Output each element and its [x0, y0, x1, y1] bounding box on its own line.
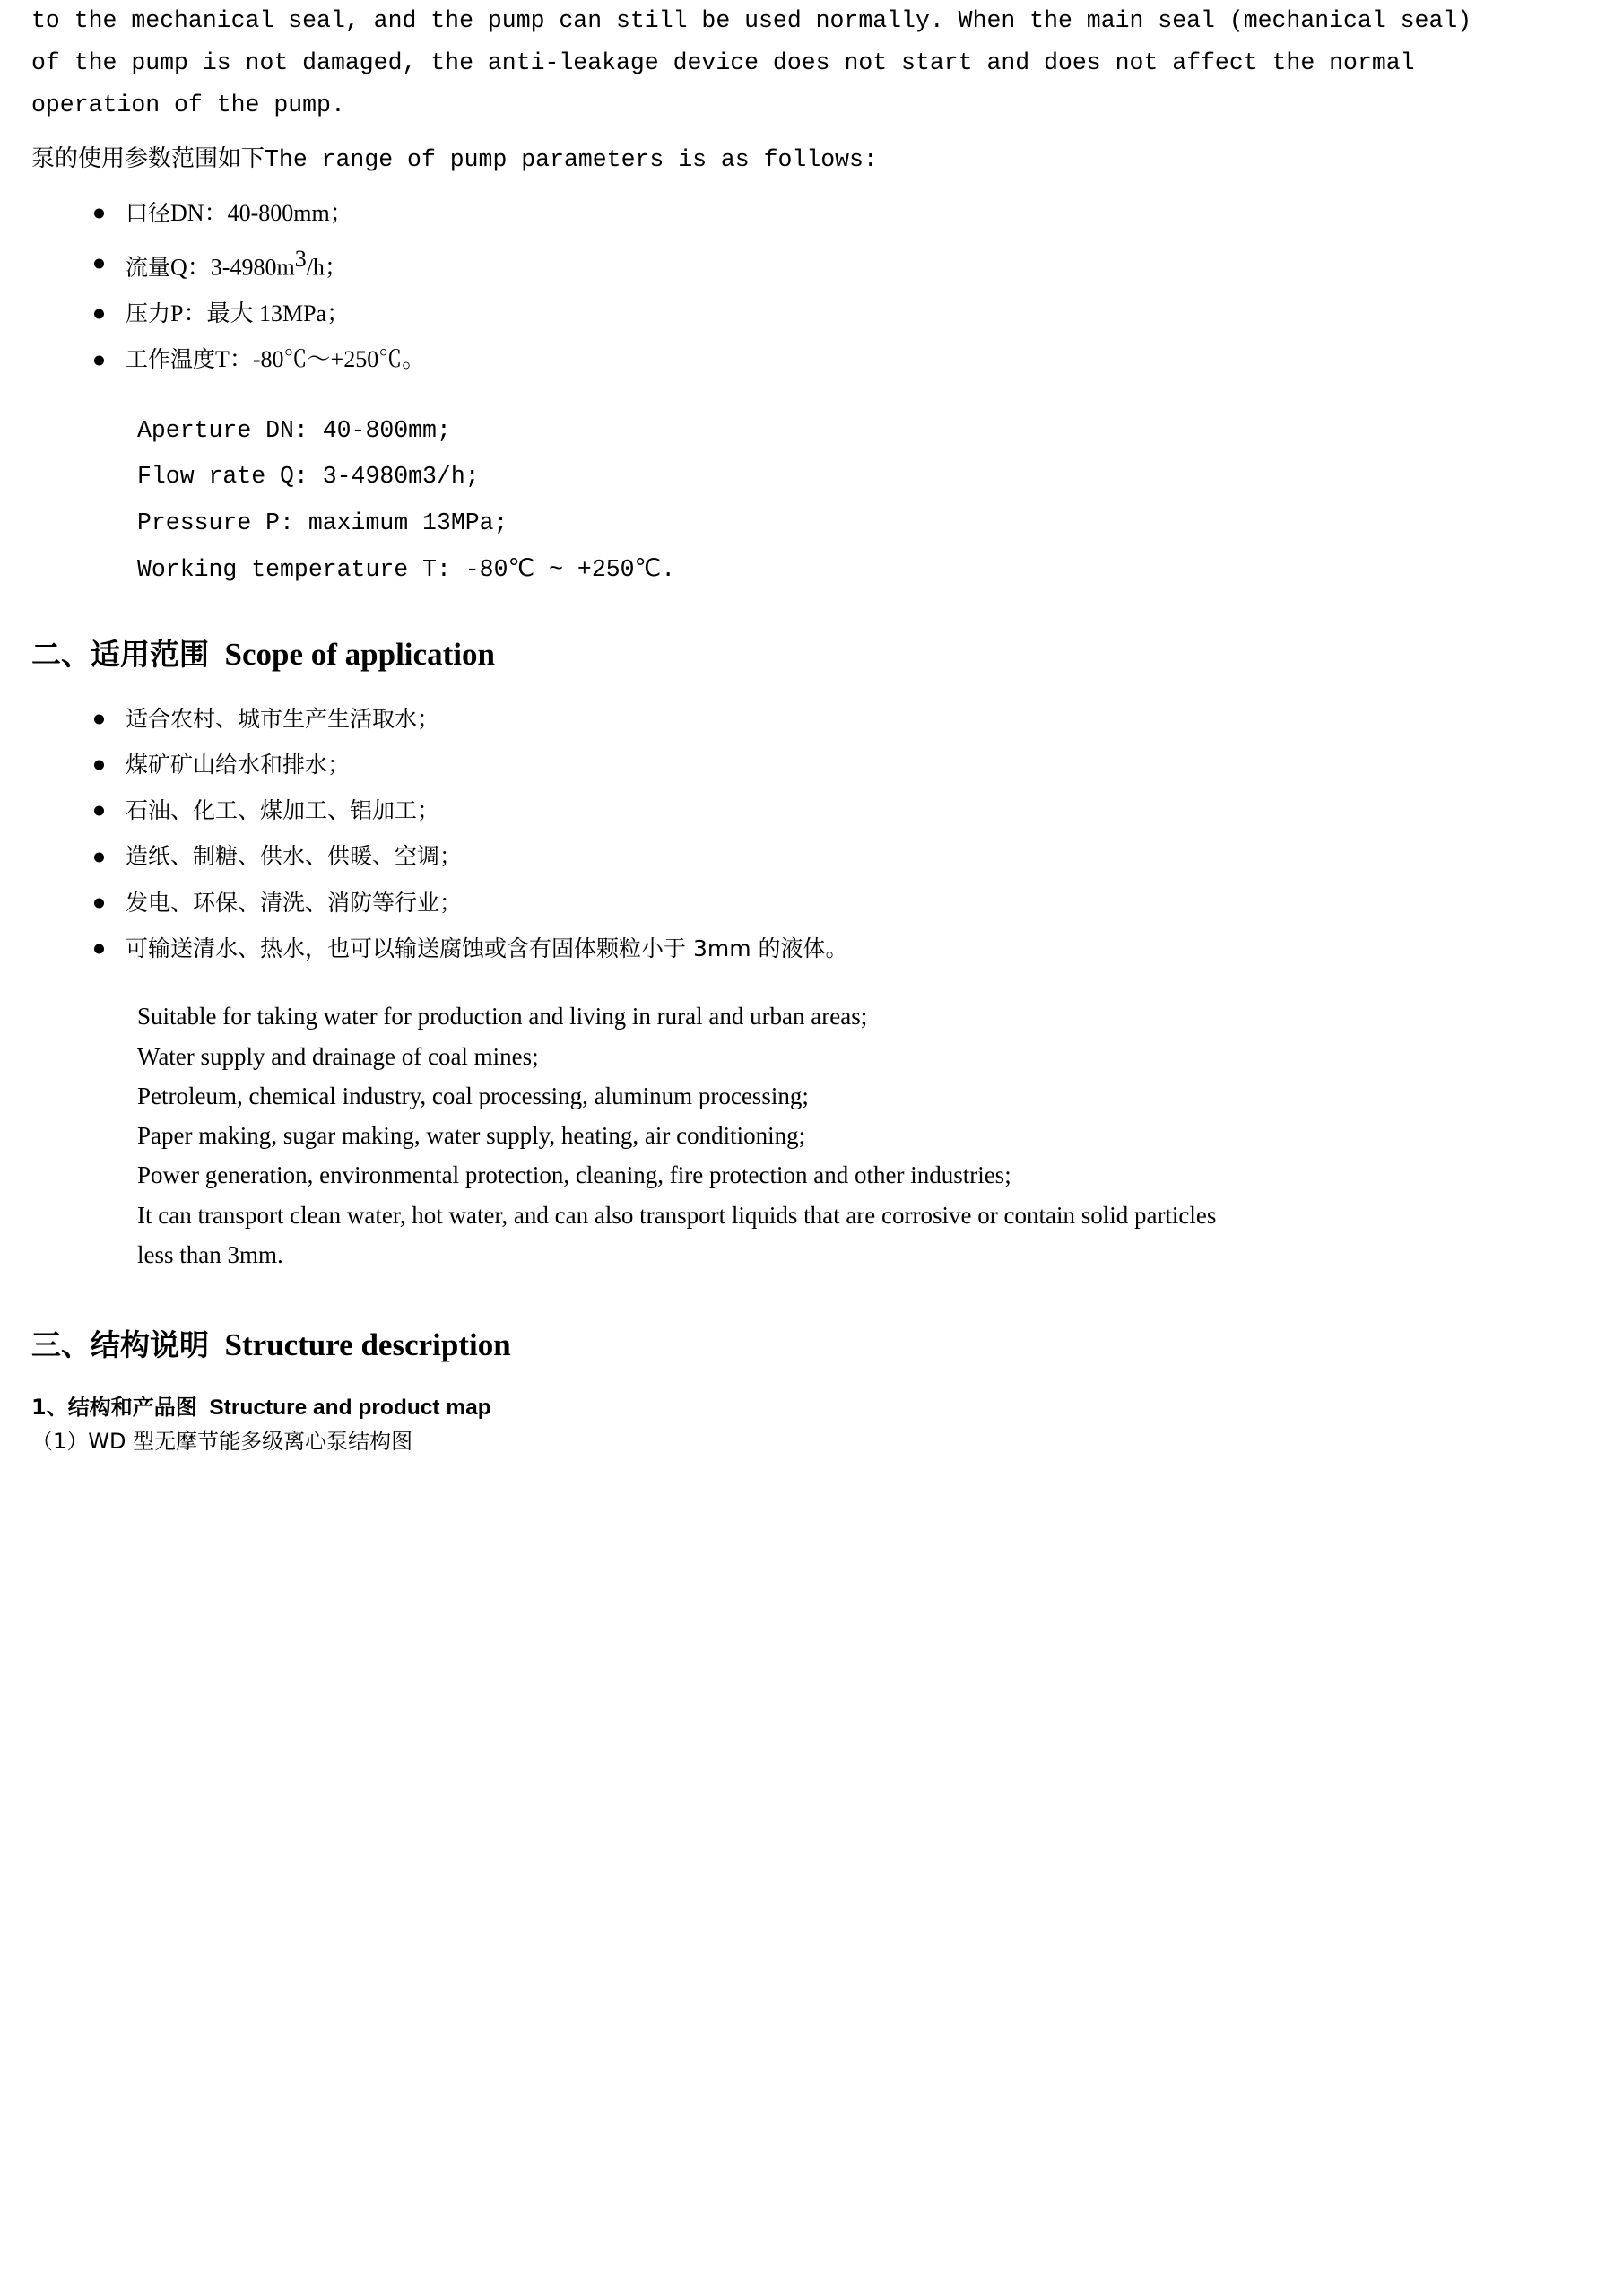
- scope-translation-block: [31, 996, 1538, 1235]
- translation-line: It can transport clean water, hot water, and can also transport liquids that are corrosive or contain solid particles: [137, 1201, 1217, 1229]
- bullet-dot-icon: [94, 806, 104, 816]
- list-item-value: Q：3-4980m: [170, 254, 295, 281]
- intro-line: operation of the pump.: [31, 91, 345, 119]
- subsection-heading-en: Structure and product map: [196, 1396, 491, 1421]
- list-item-label-cn: 口径: [126, 199, 171, 226]
- section-heading-cn: 三、结构说明: [31, 1327, 209, 1363]
- list-item: [31, 885, 1538, 921]
- list-item: [31, 747, 1538, 783]
- parameters-heading-en: The range of pump parameters is as follows:: [265, 146, 878, 174]
- translation-line: Flow rate Q: 3-4980m3/h;: [137, 463, 480, 491]
- subsection-item-1: （1）WD 型无摩节能多级离心泵结构图: [31, 1429, 413, 1455]
- bullet-dot-icon: [94, 259, 104, 269]
- parameters-bullet-list: [31, 196, 1538, 378]
- bullet-dot-icon: [94, 944, 104, 954]
- list-item-text: 造纸、制糖、供水、供暖、空调；: [126, 843, 463, 870]
- bullet-dot-icon: [94, 898, 104, 908]
- bullet-dot-icon: [94, 355, 104, 365]
- translation-line: Suitable for taking water for production and living in rural and urban areas;: [137, 1003, 868, 1031]
- translation-line: Petroleum, chemical industry, coal processing, aluminum processing;: [137, 1082, 809, 1109]
- list-item-value-tail: /h；: [306, 254, 348, 281]
- scope-bullet-list: [31, 701, 1538, 968]
- list-item-value: T：-80℃～+250℃。: [215, 346, 426, 373]
- list-item: [31, 241, 1538, 286]
- list-item: [31, 342, 1538, 378]
- bullet-dot-icon: [94, 714, 104, 724]
- list-item-label-cn: 流量: [126, 254, 171, 281]
- subsection-heading-cn: 1、结构和产品图: [31, 1395, 197, 1421]
- intro-line: of the pump is not damaged, the anti-leakage device does not start and does not affect the normal: [31, 49, 1415, 77]
- subsection-heading: [31, 1391, 1538, 1425]
- list-item: [31, 839, 1538, 874]
- parameters-translation-block: [31, 408, 1538, 594]
- translation-line: Working temperature T: -80℃ ~ +250℃.: [137, 555, 676, 583]
- translation-line: Aperture DN: 40-800mm;: [137, 416, 451, 444]
- list-item: [31, 296, 1538, 332]
- bullet-dot-icon: [94, 852, 104, 862]
- list-item-value: DN：40-800mm；: [170, 199, 353, 226]
- translation-line: Water supply and drainage of coal mines;: [137, 1042, 539, 1070]
- list-item-text: 发电、环保、清洗、消防等行业；: [126, 889, 463, 916]
- list-item-text: 煤矿矿山给水和排水；: [126, 751, 351, 778]
- translation-line: Pressure P: maximum 13MPa;: [137, 509, 508, 537]
- list-item: [31, 931, 1538, 967]
- list-item: [31, 701, 1538, 737]
- intro-paragraph: [31, 0, 1538, 126]
- section-heading-structure: [31, 1325, 1538, 1366]
- section-heading-scope: [31, 634, 1538, 675]
- list-item-superscript: 3: [294, 246, 307, 273]
- bullet-dot-icon: [94, 309, 104, 319]
- list-item-label-cn: 工作温度: [126, 346, 216, 373]
- translation-line-overflow: less than 3mm.: [137, 1240, 283, 1268]
- bullet-dot-icon: [94, 209, 104, 219]
- section-heading-en: Structure description: [209, 1327, 511, 1363]
- section-heading-en: Scope of application: [209, 637, 495, 673]
- translation-line: Paper making, sugar making, water supply, heating, air conditioning;: [137, 1122, 806, 1150]
- list-item-value: P：最大 13MPa；: [170, 300, 351, 327]
- parameters-heading-cn: 泵的使用参数范围如下: [31, 145, 265, 173]
- list-item-text: 适合农村、城市生产生活取水；: [126, 705, 440, 732]
- list-item-text: 石油、化工、煤加工、铝加工；: [126, 797, 440, 824]
- section-heading-cn: 二、适用范围: [31, 637, 209, 673]
- intro-line: to the mechanical seal, and the pump can still be used normally. When the main seal (mechanical seal): [31, 7, 1472, 34]
- list-item: [31, 196, 1538, 231]
- translation-line: Power generation, environmental protection, cleaning, fire protection and other industries;: [137, 1161, 1011, 1189]
- list-item-label-cn: 压力: [126, 300, 171, 327]
- list-item-text: 可输送清水、热水，也可以输送腐蚀或含有固体颗粒小于 3mm 的液体。: [126, 935, 848, 962]
- list-item: [31, 793, 1538, 829]
- parameters-heading: [31, 139, 1538, 178]
- bullet-dot-icon: [94, 761, 104, 770]
